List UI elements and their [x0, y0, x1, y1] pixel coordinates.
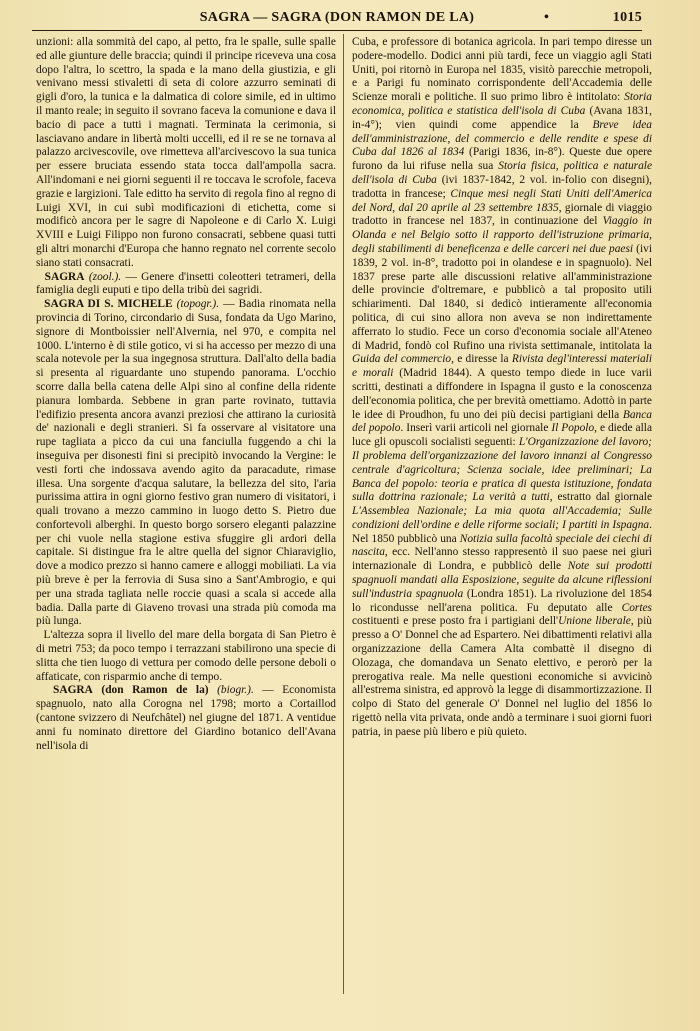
paragraph-coronation-end: [36, 36, 336, 271]
book-title: Breve idea dell'amministrazione, del commercio e delle rendite e spese di Cuba dal 1826 al 1834: [352, 118, 652, 159]
running-header: [32, 8, 642, 30]
text-run: , ecc. Nell'anno stesso rappresentò il suo paese nei giurì internazionale di Londra, e pubblicò delle: [352, 546, 652, 573]
page-number: 1015: [612, 10, 642, 25]
book-title: Notizia sulla facoltà speciale dei ciechi di nascita: [352, 532, 653, 559]
text-run: . Inserì varii articoli nel giornale: [400, 422, 552, 435]
book-title: Storia fisica, politica e naturale dell'isola di Cuba: [352, 160, 652, 186]
entry-headword: SAGRA DI S. MICHELE: [44, 298, 173, 311]
entry-tag: (topogr.).: [176, 298, 220, 311]
entry-sagra-ramon: [36, 684, 336, 753]
text-run: Cuba, e professore di botanica agricola. In pari tempo diresse un podere-modello. Dodici anni più tardi, fece un viaggio agli Stati Uniti, poi ritornò in Europa nel 1835, visitò parecchie metropoli, e a Parigi fu nominato corrispondente dell'Accademia delle Scienze morali e politiche. Il suo primo libro è intitolato:: [352, 36, 652, 104]
book-title: Banca del popolo: [352, 408, 652, 435]
text-run: , e diede alla luce gli opuscoli socialisti seguenti:: [352, 422, 652, 449]
text-run: , più presso a O' Donnel che ad Espartero. Nei dibattimenti relativi alla organizzazione della Camera Alta combattè il disegno di Olozaga, che domandava un Senato elettivo, e perorò per la prerogativa reale. Ma nelle questioni economiche si avvicinò all'estrema sinistra, ed approvò la legge di disammortizzazione. Il colpo di Stato del generale O' Donnel nel luglio del 1856 lo rigettò nella vita privata, onde andò a terminare i suoi giorni fuori patria, in paese più libero e più quieto.: [352, 615, 652, 738]
book-title: Cinque mesi negli Stati Uniti dell'America del Nord, dal 20 aprile al 23 settembre 1835: [352, 187, 652, 214]
entry-body: — Badia rinomata nella provincia di Torino, circondario di Susa, fondata da Ugo Marino, signore di Montboissier nell'Alvernia, nel 970, e compita nel 1000. L'interno è di stile gotico, vi si ha accesso per mezzo di una scala notevole per la sua ingegnosa struttura. Dall'alto della badia si presenta al riguardante uno stupendo panorama. L'occhio scorre dalla bella catena delle Alpi sino al confine della ridente pianura lombarda. Sebbene in gran parte rovinato, tuttavia l'edifizio presenta ancora avanzi preziosi che attirano la curiosità de' nazionali e degli stranieri. Si fa osservare al visitatore una rupe tagliata a picco da cui una fanciulla fuggendo a chi la inseguiva per disonesti fini si precipitò invocando la Vergine: le vesti forti che indossava avendo agito da paracadute, rimase illesa. Una sorgente d'acqua salutare, la bellezza del sito, l'aria purissima attira in ogni giorno festivo gran numero di visitatori, i quali trovano a mezzo cammino in luogo detto S. Pietro due confortevoli alberghi. In questo borgo sorsero eleganti palazzine per chi vuole nella stagione estiva sfuggire gli ardori della capitale. Si distingue fra le altre quella del signor Chiaraviglio, dove a modico prezzo si hanno camere e alloggi mobiliati. La via più breve è per la ferrovia di Susa sino a Sant'Ambrogio, e qui per una strada tagliata nelle roccie quasi a scala si accede alla badia. Dalla parte di Giaveno trovasi una strada più comoda ma più lunga.: [36, 298, 336, 628]
header-title: SAGRA — SAGRA (DON RAMON DE LA): [199, 10, 475, 25]
entry-tag: (zool.).: [88, 270, 122, 283]
text-run: , estratto dal giornale: [549, 491, 652, 504]
header-dot: •: [544, 10, 550, 25]
text-run: . Nel 1850 pubblicò una: [352, 518, 652, 545]
column-divider: [343, 34, 344, 994]
entry-headword: SAGRA: [44, 270, 85, 283]
paragraph-altitude: [36, 629, 336, 684]
book-title: Storia economica, politica e statistica dell'isola di Cuba: [352, 91, 652, 117]
book-title: Note sui prodotti spagnuoli mandati alla Esposizione, seguite da alcune riflessioni sull'industria spagnuola: [352, 560, 652, 600]
text-run: (Parigi 1836, in-8°). Queste due opere furono da lui rifuse nella sua: [352, 146, 652, 173]
text-run: (Londra 1851). La rivoluzione del 1854 lo ricondusse nell'arena politica. Fu deputato alle: [352, 587, 652, 614]
book-title: Cortes: [621, 601, 652, 614]
book-title: Guida del commercio: [352, 353, 452, 366]
header-rule: [32, 30, 642, 31]
right-column: [352, 36, 652, 740]
text-run: (Madrid 1844). A questo tempo diede in luce varii scritti, destinati a diffondere in Ispagna il gusto e la conoscenza dell'economia politica, che per brevità omettiamo. Adottò in parte le idee di Proudhon, fu uno dei più decisi partigiani della: [352, 367, 652, 421]
paragraph-text: unzioni: alla sommità del capo, al petto, fra le spalle, sulle spalle ed alle giunture delle braccia; quindi il principe riceveva una cosa dopo l'altra, lo scettro, la spada e la mano della giustizia, e gli venivano messi stivaletti di seta di colore azzurro seminati di gigli d'oro, la tunica e la dalmatica di colore simile, ed in ultimo il manto reale; in seguito il sovrano faceva la comunione e dava il bacio di pace a tutti i magnati. Terminata la cerimonia, si lasciavano andare in libertà molti uccelli, ed il re se ne tornava al palazzo arcivescovile, ove rimetteva all'arcivescovo la sua tunica per essere bruciata essendo stata tocca dall'ampolla sacra. All'indomani e nei giorni seguenti il re toccava le scrofole, faceva grazie e largizioni. Tale editto ha servito di regola fino al regno di Luigi XVI, in cui subì modificazioni di etichetta, come si modificò ancora per le sagre di Napoleone e di Carlo X. Luigi XVIII e Luigi Filippo non furono consacrati, sebbene quasi tutti gli altri monarchi d'Europa che hanno regnato nel corrente secolo siano stati consacrati.: [36, 36, 336, 269]
entry-body: — Economista spagnuolo, nato alla Corogna nel 1798; morto a Cortaillod (cantone svizzero di Neufchâtel) nel giugne del 1871. A ventidue anni fu nominato direttore del Giardino botanico dell'Avana nell'isola di: [36, 684, 336, 752]
book-title: L'Organizzazione del lavoro; Il problema dell'organizzazione del lavoro innanzi al Congresso centrale d'agricoltura; Scienza sociale, idee preliminari; La Banca del popolo: teoria e pratica di questa istituzione, fondata sulla dottrina razionale; La verità a tutti: [352, 436, 652, 504]
text-run: , e diresse la: [451, 353, 512, 366]
entry-headword: SAGRA: [53, 684, 93, 697]
paragraph-text: L'altezza sopra il livello del mare della borgata di San Pietro è di metri 753; da poco tempo i terrazzani stabilirono una specie di slitta che tien luogo di vettura per comodo delle persone deboli o affaticate, con risparmio anche di tempo.: [36, 629, 336, 683]
book-title: L'Assemblea Nazionale; La mia quota all'Accademia; Sulle condizioni dell'ordine e delle riforme sociali; I partiti in Ispagna: [352, 505, 652, 531]
text-run: costituenti e prese posto fra i partigiani dell': [352, 615, 559, 628]
text-run: , giornale di viaggio tradotto in francese nel 1837, in continuazione del: [352, 201, 652, 228]
book-title: Unione liberale: [558, 615, 631, 628]
book-title: Il Popolo: [551, 422, 595, 435]
entry-name: (don Ramon de la): [101, 684, 209, 697]
left-column: [36, 36, 336, 753]
text-run: (ivi 1839, 2 vol. in-8°, tradotto poi in olandese e in spagnuolo). Nel 1837 prese parte alle discussioni relative all'amministrazione delle provincie d'oltremare, e pubblicò a tal proposito utili schiarimenti. Dal 1840, si dedicò intieramente all'economia politica, di cui sino allora non aveva se non indirettamente afferrato lo studio. Fece un corso d'economia sociale all'Ateneo di Madrid, fondò col Rufino una rivista settimanale, intitolata la: [352, 242, 653, 352]
book-title: Viaggio in Olanda e nel Belgio sotto il rapporto dell'istruzione primaria, degli stabilimenti di beneficenza e delle carceri nei due paesi: [352, 215, 652, 255]
entry-sagra-zool: [36, 271, 336, 299]
paragraph-ramon-continued: [352, 36, 652, 740]
text-run: (ivi 1837-1842, 2 vol. in-folio con disegni), tradotta in francese;: [352, 173, 652, 200]
entry-tag: (biogr.).: [217, 684, 254, 697]
entry-sagra-san-michele: [36, 298, 336, 629]
text-run: (Avana 1831, in-4°); vien quindi come appendice la: [352, 104, 653, 131]
entry-body: — Genere d'insetti coleotteri tetrameri, della famiglia degli euputi e tipo della tribù dei sagridi.: [36, 270, 336, 297]
book-title: Rivista degl'interessi materiali e morali: [352, 353, 652, 380]
